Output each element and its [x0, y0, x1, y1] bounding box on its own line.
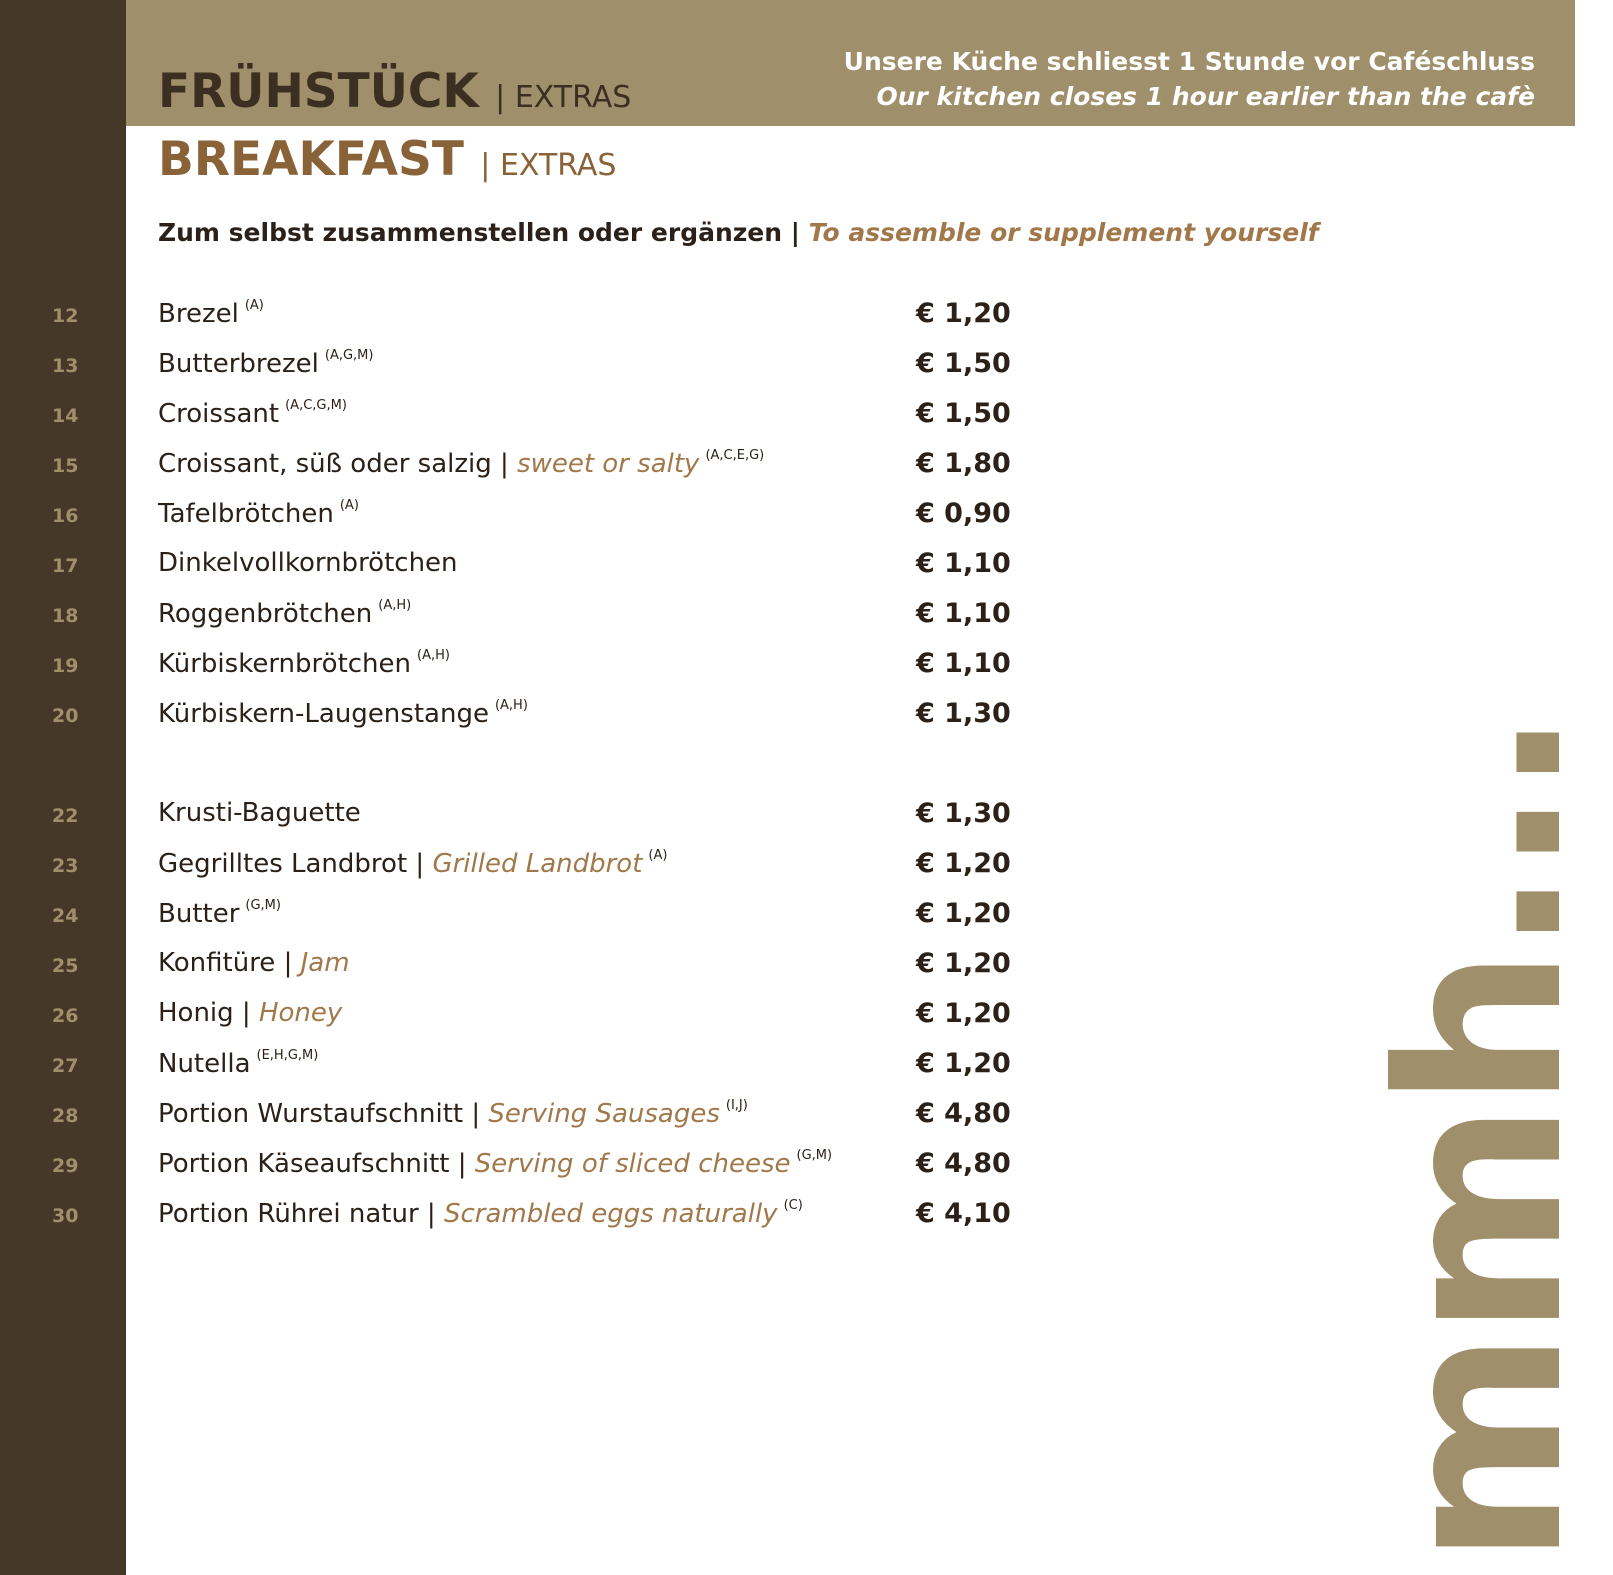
menu-item-price: € 1,20: [916, 848, 1011, 879]
page-title-de: [158, 64, 631, 119]
menu-item-allergens: (C): [783, 1198, 803, 1213]
menu-item-number: 18: [52, 605, 79, 627]
subtitle-de: Zum selbst zusammenstellen oder ergänzen |: [158, 218, 800, 247]
menu-item-allergens: (I,J): [725, 1098, 748, 1113]
menu-item-name-group: [158, 798, 361, 828]
menu-item-number: 25: [52, 955, 79, 977]
menu-item-name-group: [158, 398, 347, 429]
menu-item-allergens: (A,C,E,G): [705, 448, 765, 463]
menu-item-allergens: (A): [339, 498, 359, 513]
menu-item-name-en: Honey: [258, 998, 343, 1028]
menu-item: [0, 792, 1060, 842]
menu-item-name: Croissant, süß oder salzig: [158, 449, 492, 479]
menu-item-name-group: [158, 1198, 803, 1229]
menu-item: [0, 1092, 1060, 1142]
menu-item-price: € 1,10: [916, 648, 1011, 679]
menu-item-price: € 4,80: [916, 1098, 1011, 1129]
menu-item-name: Butter: [158, 899, 240, 929]
menu-item-price: € 1,20: [916, 298, 1011, 329]
kitchen-notice-en: Our kitchen closes 1 hour earlier than the cafè: [876, 82, 1535, 111]
kitchen-notice: [844, 44, 1535, 114]
menu-item-name-group: [158, 948, 350, 978]
menu-item-name: Croissant: [158, 399, 280, 429]
menu-item-name-group: [158, 998, 342, 1028]
menu-item: [0, 1042, 1060, 1092]
menu-item-name-en: Scrambled eggs naturally: [443, 1199, 778, 1229]
menu-item: [0, 592, 1060, 642]
menu-item-allergens: (A,H): [494, 698, 528, 713]
menu-item-name-en: Grilled Landbrot: [432, 849, 643, 879]
menu-item: [0, 392, 1060, 442]
menu-item-separator: |: [275, 948, 301, 978]
menu-item-number: 28: [52, 1105, 79, 1127]
menu-item: [0, 892, 1060, 942]
menu-item-allergens: (A,G,M): [324, 348, 374, 363]
menu-item-name-group: [158, 548, 458, 578]
menu-item-name: Krusti-Baguette: [158, 798, 361, 828]
menu-item-allergens: (E,H,G,M): [256, 1048, 319, 1063]
menu-item: [0, 692, 1060, 742]
menu-item-allergens: (A,C,G,M): [285, 398, 347, 413]
menu-item: [0, 292, 1060, 342]
menu-item-name: Konfitüre: [158, 948, 276, 978]
menu-item-number: 12: [52, 305, 79, 327]
menu-item-name: Portion Rührei natur: [158, 1199, 419, 1229]
menu-item-number: 27: [52, 1055, 79, 1077]
menu-item-price: € 1,20: [916, 1048, 1011, 1079]
page-title-en: [158, 132, 616, 187]
menu-item-number: 24: [52, 905, 79, 927]
menu-item-price: € 0,90: [916, 498, 1011, 529]
menu-item-price: € 1,50: [916, 398, 1011, 429]
menu-item-number: 20: [52, 705, 79, 727]
menu-item-price: € 1,20: [916, 898, 1011, 929]
menu-item-name-group: [158, 698, 528, 729]
menu-item-price: € 4,10: [916, 1198, 1011, 1229]
menu-item-name: Portion Wurstaufschnitt: [158, 1099, 464, 1129]
menu-item-separator: |: [449, 1149, 475, 1179]
menu-item-name: Honig: [158, 998, 234, 1028]
menu-item-allergens: (A,H): [417, 648, 450, 663]
menu-item-name: Kürbiskernbrötchen: [158, 649, 412, 679]
menu-item: [0, 842, 1060, 892]
title-en-main: BREAKFAST: [158, 132, 464, 187]
menu-item-separator: |: [418, 1199, 444, 1229]
menu-item-number: 23: [52, 855, 79, 877]
menu-item-name-group: [158, 1048, 318, 1079]
menu-item-name: Butterbrezel: [158, 349, 319, 379]
menu-item-name-group: [158, 848, 667, 879]
menu-item-allergens: (A): [244, 298, 264, 313]
menu-item-price: € 1,10: [916, 598, 1011, 629]
menu-item-separator: |: [491, 449, 518, 479]
menu-item-number: 26: [52, 1005, 79, 1027]
menu-item-number: 19: [52, 655, 79, 677]
menu-item: [0, 1142, 1060, 1192]
menu-item-name-group: [158, 898, 281, 929]
menu-item-allergens: (A): [648, 848, 668, 863]
menu-item-name-en: Serving of sliced cheese: [474, 1149, 791, 1179]
menu-item-number: 13: [52, 355, 79, 377]
menu-item-separator: |: [407, 849, 433, 879]
menu-item-number: 16: [52, 505, 79, 527]
kitchen-notice-de: Unsere Küche schliesst 1 Stunde vor Caféschluss: [843, 47, 1535, 76]
menu-item-number: 15: [52, 455, 79, 477]
menu-item: [0, 442, 1060, 492]
menu-item-allergens: (G,M): [796, 1148, 833, 1163]
menu-item-name-group: [158, 648, 450, 679]
menu-item-price: € 1,50: [916, 348, 1011, 379]
menu-item-name: Portion Käseaufschnitt: [158, 1149, 450, 1179]
menu-item-name-group: [158, 298, 264, 329]
menu-item: [0, 1192, 1060, 1242]
menu-item-name: Gegrilltes Landbrot: [158, 849, 408, 879]
menu-item: [0, 542, 1060, 592]
menu-item: [0, 942, 1060, 992]
menu-item-number: 17: [52, 555, 79, 577]
menu-item-name: Roggenbrötchen: [158, 599, 373, 629]
menu-item-number: 22: [52, 805, 79, 827]
menu-item-name-group: [158, 498, 359, 529]
menu-item: [0, 992, 1060, 1042]
menu-item-price: € 1,80: [916, 448, 1011, 479]
title-en-suffix: | EXTRAS: [480, 148, 617, 183]
menu-item-separator: |: [463, 1099, 489, 1129]
menu-item-name-group: [158, 598, 411, 629]
menu-item-name-group: [158, 1098, 748, 1129]
menu-item-allergens: (G,M): [245, 898, 281, 913]
menu-item-allergens: (A,H): [378, 598, 412, 613]
menu-item-price: € 1,20: [916, 998, 1011, 1029]
menu-item-name-en: sweet or salty: [517, 449, 700, 479]
menu-item-price: € 1,10: [916, 548, 1011, 579]
menu-item-price: € 1,30: [916, 798, 1011, 829]
menu-item-name: Tafelbrötchen: [158, 499, 334, 529]
section-subtitle: [158, 218, 1319, 247]
menu-item: [0, 342, 1060, 392]
menu-item-price: € 1,30: [916, 698, 1011, 729]
menu-item-name-group: [158, 348, 373, 379]
decorative-mmh-text: mmh...: [1351, 715, 1613, 1565]
menu-item-name: Kürbiskern-Laugenstange: [158, 699, 489, 729]
menu-item-number: 14: [52, 405, 79, 427]
title-de-suffix: | EXTRAS: [495, 80, 632, 115]
left-sidebar: [0, 0, 126, 1575]
menu-item: [0, 642, 1060, 692]
menu-item-name-group: [158, 1148, 832, 1179]
menu-item: [0, 492, 1060, 542]
menu-item-name-en: Serving Sausages: [488, 1099, 720, 1129]
menu-item-name-group: [158, 448, 764, 479]
title-de-main: FRÜHSTÜCK: [158, 64, 479, 119]
menu-item-name: Nutella: [158, 1049, 251, 1079]
subtitle-en: To assemble or supplement yourself: [808, 218, 1319, 247]
menu-item-name: Brezel: [158, 299, 239, 329]
menu-item-number: 29: [52, 1155, 79, 1177]
menu-item-price: € 4,80: [916, 1148, 1011, 1179]
menu-item-number: 30: [52, 1205, 79, 1227]
menu-item-price: € 1,20: [916, 948, 1011, 979]
menu-item-name-en: Jam: [300, 948, 350, 978]
menu-item-separator: |: [233, 998, 259, 1028]
menu-item-name: Dinkelvollkornbrötchen: [158, 548, 458, 578]
